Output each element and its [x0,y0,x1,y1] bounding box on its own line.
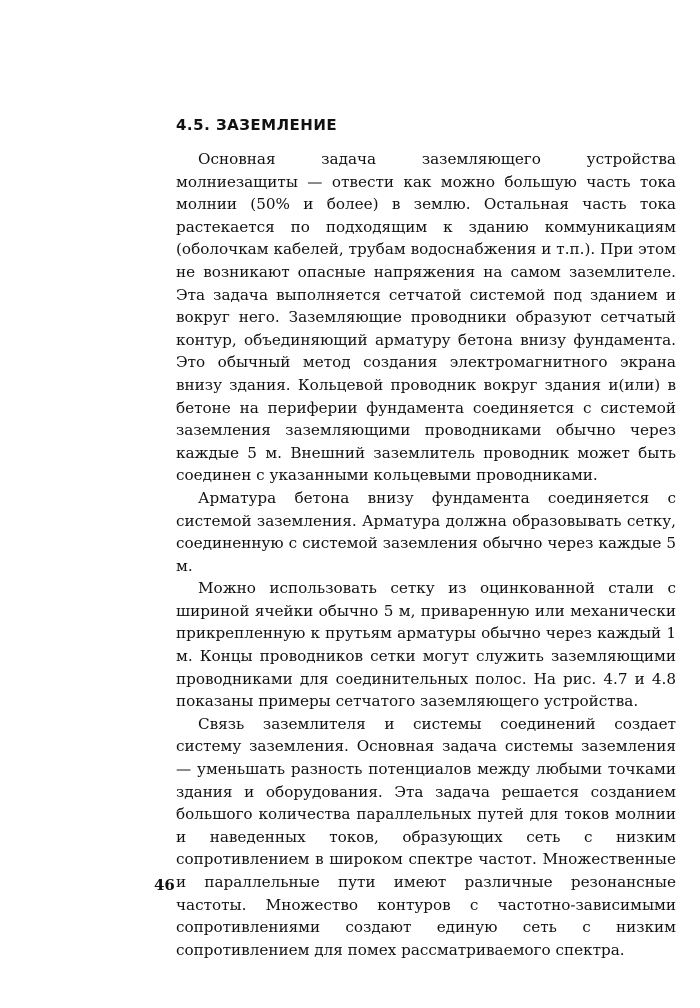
paragraph-3: Можно использовать сетку из оцинкованной стали с шириной ячейки обычно 5 м, приваренную или механически прикрепленную к прутьям арматуры обычно через каждый 1 м. Концы проводников сетки могут служить заземляющими проводниками для соединительных полос. На рис. 4.7 и 4.8 показаны примеры сетчатого заземляющего устройства. [176,579,676,711]
page-number: 46 [154,876,175,894]
section-heading: 4.5. ЗАЗЕМЛЕНИЕ [176,116,338,134]
paragraph-4: Связь заземлителя и системы соединений создает систему заземления. Основная задача системы заземления — уменьшать разность потенциалов между любыми точками здания и оборудования. Эта задача решается созданием большого количества параллельных путей для токов молнии и наведенных токов, образующих сеть с низким сопротивлением в широком спектре частот. Множественные и параллельные пути имеют различные резонансные частоты. Множество контуров с частотно-зависимыми сопротивлениями создают единую сеть с низким сопротивлением для помех рассматриваемого спектра. [176,714,676,959]
body-text [176,148,676,961]
paragraph-1: Основная задача заземляющего устройства молниезащиты — отвести как можно большую часть тока молнии (50% и более) в землю. Остальная часть тока растекается по подходящим к зданию коммуникациям (оболочкам кабелей, трубам водоснабжения и т.п.). При этом не возникают опасные напряжения на самом заземлителе. Эта задача выполняется сетчатой системой под зданием и вокруг него. Заземляющие проводники образуют сетчатый контур, объединяющий арматуру бетона внизу фундамента. Это обычный метод создания электромагнитного экрана внизу здания. Кольцевой проводник вокруг здания и(или) в бетоне на периферии фундамента соединяется с системой заземления заземляющими проводниками обычно через каждые 5 м. Внешний заземлитель проводник может быть соединен с указанными кольцевыми проводниками. [176,150,676,485]
paragraph-2: Арматура бетона внизу фундамента соединяется с системой заземления. Арматура должна образовывать сетку, соединенную с системой заземления обычно через каждые 5 м. [176,488,676,575]
